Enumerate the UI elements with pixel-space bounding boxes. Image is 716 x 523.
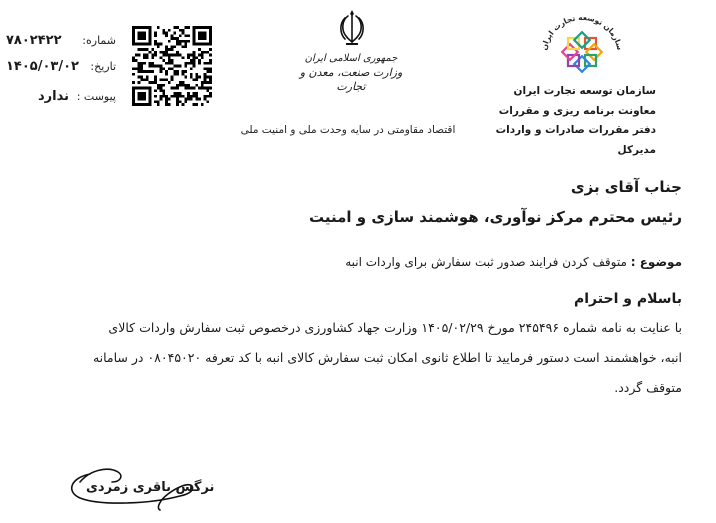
ministry-line-1: جمهوری اسلامی ایران xyxy=(304,53,398,64)
body-paragraph-line-2: انبه، خواهشمند است دستور فرمایید تا اطلاع ثانوی امکان ثبت سفارش کالای انبه با کد تعرفه ۰۸۰۴۵۰۲۰ در سامانه xyxy=(92,350,682,365)
body-paragraph-line-3: متوقف گردد. xyxy=(614,380,682,395)
greeting: باسلام و احترام xyxy=(574,291,682,307)
org-line-1: سازمان توسعه تجارت ایران xyxy=(513,85,656,97)
letter-number-value: ۷۸۰۲۴۲۲ xyxy=(6,33,62,48)
letter-date-label: تاریخ: xyxy=(90,60,116,73)
org-line-3: دفتر مقررات صادرات و واردات xyxy=(495,124,656,136)
trade-promotion-logo xyxy=(532,4,632,84)
org-header xyxy=(456,82,656,160)
qr-code-icon xyxy=(132,26,212,106)
letter-attachment-value: ندارد xyxy=(38,89,70,104)
subject-text: متوقف کردن فرایند صدور ثبت سفارش برای واردات انبه xyxy=(345,255,627,269)
body-paragraph-line-1: با عنایت به نامه شماره ۲۴۵۴۹۶ مورخ ۱۴۰۵/۰۲/۲۹ وزارت جهاد کشاورزی درخصوص ثبت سفارش واردات کالای xyxy=(108,320,682,335)
ministry-title xyxy=(292,52,410,94)
iran-emblem-icon xyxy=(336,8,368,48)
logo-petals xyxy=(562,32,602,72)
subject-line xyxy=(345,255,682,269)
addressee-title: رئیس محترم مرکز نوآوری، هوشمند سازی و امنیت xyxy=(309,208,682,226)
letter-attachment-label: پیوست : xyxy=(76,90,116,103)
ministry-line-2: وزارت صنعت، معدن و تجارت xyxy=(299,66,403,93)
signer-name: نرگس باقری زمردی xyxy=(86,480,215,495)
letter-number-label: شماره: xyxy=(82,34,116,47)
slogan: اقتصاد مقاومتی در سایه وحدت ملی و امنیت ملی xyxy=(240,124,456,136)
letter-date-value: ۱۴۰۵/۰۳/۰۲ xyxy=(6,59,79,74)
letter-date-row xyxy=(6,60,116,78)
subject-label: موضوع : xyxy=(630,255,682,269)
letter-attachment-row xyxy=(6,90,116,108)
org-line-4: مدیرکل xyxy=(617,143,656,156)
logo-arc-text-fa: سازمان توسعه تجارت ایران xyxy=(539,12,625,52)
addressee-name: جناب آقای بزی xyxy=(570,178,682,196)
letter-number-row xyxy=(6,34,116,52)
org-line-2: معاونت برنامه ریزی و مقررات xyxy=(498,104,656,117)
